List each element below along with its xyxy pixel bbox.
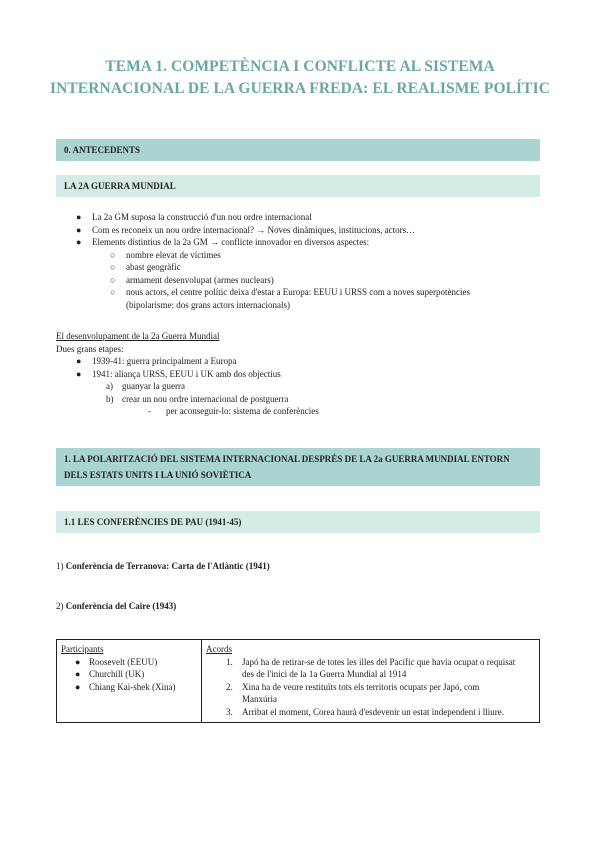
conference-caire-title: Conferència del Caire (1943) [65,601,177,611]
acords-table [56,639,540,723]
section-polaritzacio-line-1: 1. LA POLARITZACIÓ DEL SISTEMA INTERNACIONAL DESPRÉS DE LA 2a GUERRA MUNDIAL ENTORN [64,454,510,464]
sub-list-item: b) crear un nou ordre internacional de postguerra [106,393,289,404]
section-antecedents [56,139,540,161]
sub-list-item: ○ nous actors, el centre polític deixa d'estar a Europa: EEUU i URSS com a noves superpotències [110,287,471,297]
sub-list-item-continuation: (bipolarisme: dos grans actors internacionals) [126,299,290,310]
sub-sub-list-item: - per aconseguir-lo: sistema de conferències [148,406,319,416]
list-item: ● Roosevelt (EEUU) [75,656,158,667]
participants-header: Participants [61,644,104,654]
list-item: ● Churchill (UK) [75,669,145,679]
conference-caire: 2) Conferència del Caire (1943) [56,601,177,611]
section-guerra-mundial [56,175,540,197]
participants-cell [57,640,202,723]
list-item: ● 1941: aliança URSS, EEUU i UK amb dos objectius [76,368,281,379]
list-item: ● Chiang Kai-shek (Xina) [75,681,176,692]
desenvolupament-heading: El desenvolupament de la 2a Guerra Mundial [56,331,220,341]
section-guerra-mundial-label: LA 2A GUERRA MUNDIAL [64,181,176,191]
acords-cell [202,640,540,723]
section-conferencies-label: 1.1 LES CONFERÈNCIES DE PAU (1941-45) [64,517,242,527]
section-polaritzacio [56,448,540,486]
section-antecedents-label: 0. ANTECEDENTS [64,145,141,155]
list-item: ● 1939-41: guerra principalment a Europa [76,356,237,366]
list-item: 3. Arribat el moment, Corea haurà d'esdevenir un estat independent i lliure. [226,706,505,717]
intro-bullets [56,211,540,311]
title-line-2: INTERNACIONAL DE LA GUERRA FREDA: EL REALISME POLÍTIC [49,80,551,97]
sub-list-item: ○ armament desenvolupat (armes nuclears) [110,274,274,285]
section-polaritzacio-line-2: DELS ESTATS UNITS I LA UNIÓ SOVIÈTICA [64,470,252,480]
conference-terranova-title: Conferència de Terranova: Carta de l'Atlàntic (1941) [65,561,270,571]
list-item: ● La 2a GM suposa la construcció d'un nou ordre internacional [76,212,312,222]
list-item: ● Elements distintius de la 2a GM → conflicte innovador en diversos aspectes: [76,237,370,247]
list-item: ● Com es reconeix un nou ordre internacional? → Noves dinàmiques, institucions, actors… [76,224,416,235]
sub-list-item: a) guanyar la guerra [106,381,185,391]
conference-terranova: 1) Conferència de Terranova: Carta de l'Atlàntic (1941) [56,561,270,571]
title-line-1: TEMA 1. COMPETÈNCIA I CONFLICTE AL SISTEMA [105,58,495,75]
list-item: 2. Xina ha de veure restituïts tots els territoris ocupats per Japó, com Manxúria [226,681,480,704]
sub-list-item: ○ nombre elevat de víctimes [110,249,221,260]
desenvolupament-section [56,330,540,418]
section-conferencies [56,511,540,533]
document-title [40,56,560,100]
acords-header: Acords [206,644,232,654]
list-item: 1. Japó ha de retirar-se de totes les illes del Pacífic que havia ocupat o requisat des de l'inici de la 1a Guerra Mundial al 1914 [226,656,516,679]
desenvolupament-intro: Dues grans etapes: [56,343,124,354]
sub-list-item: ○ abast geogràfic [110,262,181,272]
